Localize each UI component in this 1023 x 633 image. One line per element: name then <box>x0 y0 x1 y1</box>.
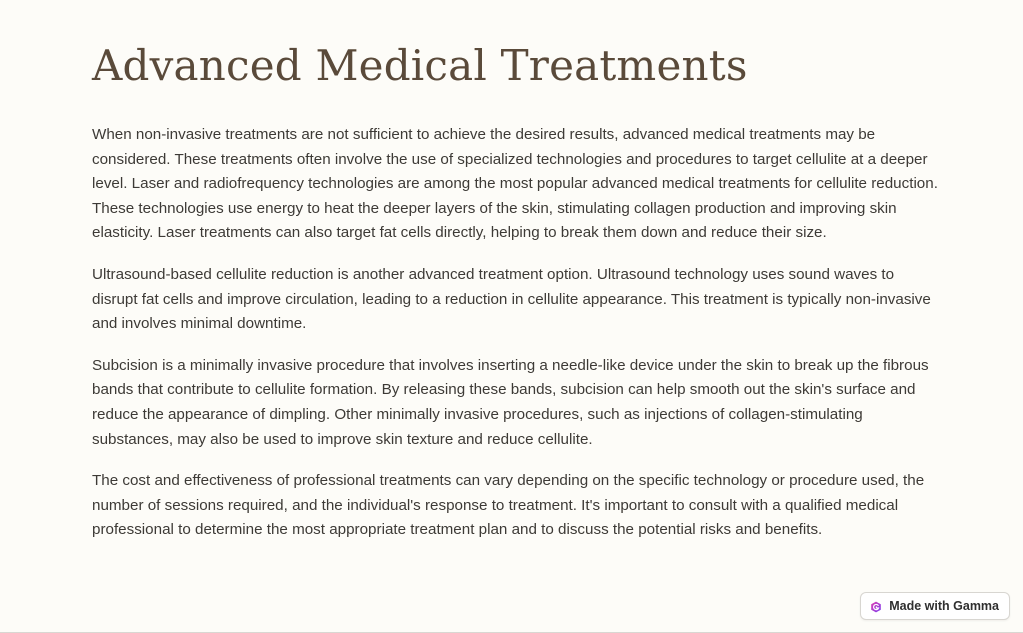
paragraph-ultrasound: Ultrasound-based cellulite reduction is another advanced treatment option. Ultrasound technology uses sound waves to disrupt fat cells and improve circulation, leading to a reduction in cellulite appearance. This treatment is typically non-invasive and involves minimal downtime. <box>92 265 931 333</box>
slide-content <box>92 38 938 560</box>
made-with-gamma-button[interactable] <box>860 592 1010 620</box>
page-title: Advanced Medical Treatments <box>92 41 748 90</box>
paragraph-cost: The cost and effectiveness of professional treatments can vary depending on the specific technology or procedure used, the number of sessions required, and the individual's response to treatment. It's important to consult with a qualified medical professional to determine the most appropriate treatment plan and to discuss the potential risks and benefits. <box>92 472 925 539</box>
paragraph-intro: When non-invasive treatments are not sufficient to achieve the desired results, advanced medical treatments may be considered. These treatments often involve the use of specialized technologies and procedures to target cellulite at a deeper level. Laser and radiofrequency technologies are among the most popular advanced medical treatments for cellulite reduction. These technologies use energy to heat the deeper layers of the skin, stimulating collagen production and improving skin elasticity. Laser treatments can also target fat cells directly, helping to break them down and reduce their size. <box>92 126 938 242</box>
made-with-gamma-label: Made with Gamma <box>889 599 999 613</box>
gamma-logo-icon <box>870 600 882 612</box>
paragraph-subcision: Subcision is a minimally invasive procedure that involves inserting a needle-like device under the skin to break up the fibrous bands that contribute to cellulite formation. By releasing these bands, subcision can help smooth out the skin's surface and reduce the appearance of dimpling. Other minimally invasive procedures, such as injections of collagen-stimulating substances, may also be used to improve skin texture and reduce cellulite. <box>92 356 929 448</box>
